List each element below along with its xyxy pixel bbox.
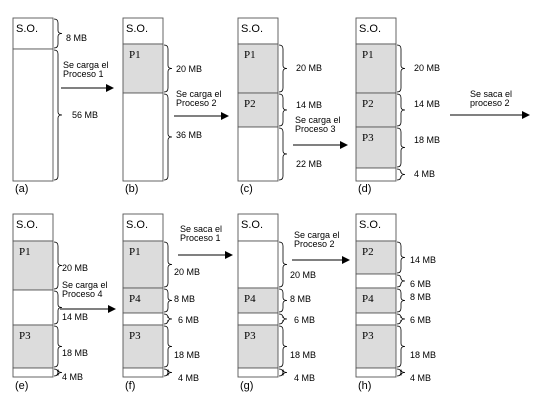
os-label: S.O. — [16, 219, 39, 231]
size-label: 18 MB — [174, 350, 201, 360]
size-brace — [397, 94, 405, 126]
size-label: 22 MB — [296, 159, 323, 169]
process-label: P2 — [362, 98, 374, 110]
size-brace — [397, 128, 405, 167]
event-label: proceso 2 — [470, 98, 510, 108]
segment-free — [238, 368, 278, 377]
transition-event — [61, 60, 113, 88]
size-label: 8 MB — [410, 292, 432, 302]
event-label: Se saca el — [470, 89, 513, 99]
event-label: Se carga el — [63, 60, 109, 70]
memory-state-h — [356, 214, 436, 392]
segment-free — [13, 290, 53, 325]
size-label: 20 MB — [62, 263, 89, 273]
size-brace — [279, 289, 287, 312]
state-caption: (g) — [240, 380, 254, 392]
segment-free — [356, 368, 396, 377]
size-label: 20 MB — [174, 267, 201, 277]
size-brace — [279, 128, 287, 180]
size-brace — [279, 242, 287, 287]
event-label: Proceso 1 — [180, 233, 221, 243]
size-brace — [164, 242, 172, 287]
size-label: 18 MB — [290, 350, 317, 360]
size-label: 4 MB — [294, 373, 316, 383]
event-label: Proceso 4 — [62, 289, 103, 299]
os-label: S.O. — [16, 23, 39, 35]
os-label: S.O. — [359, 219, 382, 231]
size-brace — [397, 289, 405, 312]
size-label: 6 MB — [178, 315, 200, 325]
transition-event — [450, 89, 529, 115]
size-label: 4 MB — [62, 372, 84, 382]
size-brace — [164, 94, 172, 180]
process-label: P4 — [362, 293, 374, 305]
event-label: Proceso 3 — [295, 124, 336, 134]
size-brace — [397, 242, 405, 273]
size-brace — [54, 291, 62, 324]
size-label: 8 MB — [290, 294, 312, 304]
memory-state-c — [238, 18, 322, 195]
size-brace — [397, 369, 405, 376]
segment-free — [356, 313, 396, 325]
os-label: S.O. — [359, 23, 382, 35]
process-label: P2 — [362, 246, 374, 258]
segment-free — [356, 274, 396, 288]
size-brace — [279, 94, 287, 126]
size-label: 18 MB — [62, 348, 89, 358]
transition-event — [292, 230, 349, 260]
size-label: 36 MB — [176, 130, 203, 140]
size-brace — [164, 45, 172, 92]
size-label: 18 MB — [410, 350, 437, 360]
memory-state-a — [13, 18, 98, 195]
size-label: 14 MB — [296, 100, 323, 110]
event-label: Se carga el — [294, 230, 340, 240]
event-label: Se carga el — [295, 115, 341, 125]
event-label: Se saca el — [180, 224, 223, 234]
segment-free — [238, 313, 278, 325]
size-label: 4 MB — [414, 169, 436, 179]
size-label: 20 MB — [414, 63, 441, 73]
segment-free — [13, 368, 53, 377]
segment-free — [13, 49, 53, 181]
transition-event — [174, 89, 228, 116]
size-brace — [279, 369, 287, 376]
memory-state-d — [356, 18, 440, 195]
size-brace — [164, 369, 172, 376]
state-caption: (f) — [125, 380, 136, 392]
state-caption: (h) — [358, 380, 372, 392]
process-label: P1 — [129, 246, 141, 258]
size-brace — [54, 326, 62, 367]
size-brace — [397, 314, 405, 324]
segment-free — [123, 368, 163, 377]
event-label: Proceso 2 — [294, 239, 335, 249]
size-label: 4 MB — [178, 373, 200, 383]
process-label: P1 — [244, 49, 256, 61]
state-caption: (a) — [15, 183, 29, 195]
event-label: Proceso 1 — [63, 69, 104, 79]
os-label: S.O. — [126, 219, 149, 231]
size-brace — [397, 169, 405, 180]
size-label: 14 MB — [62, 312, 89, 322]
segment-free — [238, 241, 278, 288]
size-brace — [164, 289, 172, 312]
size-label: 56 MB — [72, 110, 99, 120]
process-label: P4 — [129, 293, 141, 305]
size-brace — [397, 326, 405, 367]
process-label: P3 — [19, 330, 31, 342]
process-label: P3 — [244, 330, 256, 342]
transition-event — [293, 115, 347, 145]
size-brace — [54, 369, 62, 376]
process-label: P1 — [129, 49, 141, 61]
size-brace — [279, 45, 287, 92]
size-label: 20 MB — [290, 270, 317, 280]
size-label: 18 MB — [414, 135, 441, 145]
size-brace — [54, 242, 62, 289]
segment-free — [238, 127, 278, 181]
size-brace — [54, 50, 62, 180]
size-label: 4 MB — [410, 373, 432, 383]
size-brace — [397, 45, 405, 92]
segment-free — [123, 93, 163, 181]
size-label: 20 MB — [176, 64, 203, 74]
event-label: Proceso 2 — [176, 98, 217, 108]
size-brace — [397, 275, 405, 287]
size-label: 20 MB — [296, 63, 323, 73]
size-label: 6 MB — [294, 315, 316, 325]
process-label: P3 — [362, 330, 374, 342]
transition-event — [60, 280, 115, 309]
segment-free — [123, 313, 163, 325]
process-label: P3 — [129, 330, 141, 342]
segment-free — [356, 168, 396, 181]
os-label: S.O. — [126, 23, 149, 35]
size-label: 6 MB — [410, 279, 432, 289]
process-label: P2 — [244, 98, 256, 110]
state-caption: (c) — [240, 183, 253, 195]
size-brace — [54, 19, 62, 48]
size-label: 6 MB — [410, 315, 432, 325]
size-brace — [164, 326, 172, 367]
state-caption: (d) — [358, 183, 372, 195]
process-label: P3 — [362, 132, 374, 144]
process-label: P1 — [362, 49, 374, 61]
size-brace — [279, 326, 287, 367]
size-label: 14 MB — [414, 99, 441, 109]
process-label: P1 — [19, 246, 31, 258]
event-label: Se carga el — [62, 280, 108, 290]
os-label: S.O. — [241, 219, 264, 231]
event-label: Se carga el — [176, 89, 222, 99]
size-label: 8 MB — [174, 294, 196, 304]
memory-state-e — [13, 214, 88, 392]
state-caption: (b) — [125, 183, 139, 195]
size-label: 8 MB — [66, 33, 88, 43]
transition-event — [178, 224, 232, 255]
state-caption: (e) — [15, 380, 29, 392]
size-brace — [164, 314, 172, 324]
process-label: P4 — [244, 293, 256, 305]
size-label: 14 MB — [410, 255, 437, 265]
os-label: S.O. — [241, 23, 264, 35]
size-brace — [279, 314, 287, 324]
